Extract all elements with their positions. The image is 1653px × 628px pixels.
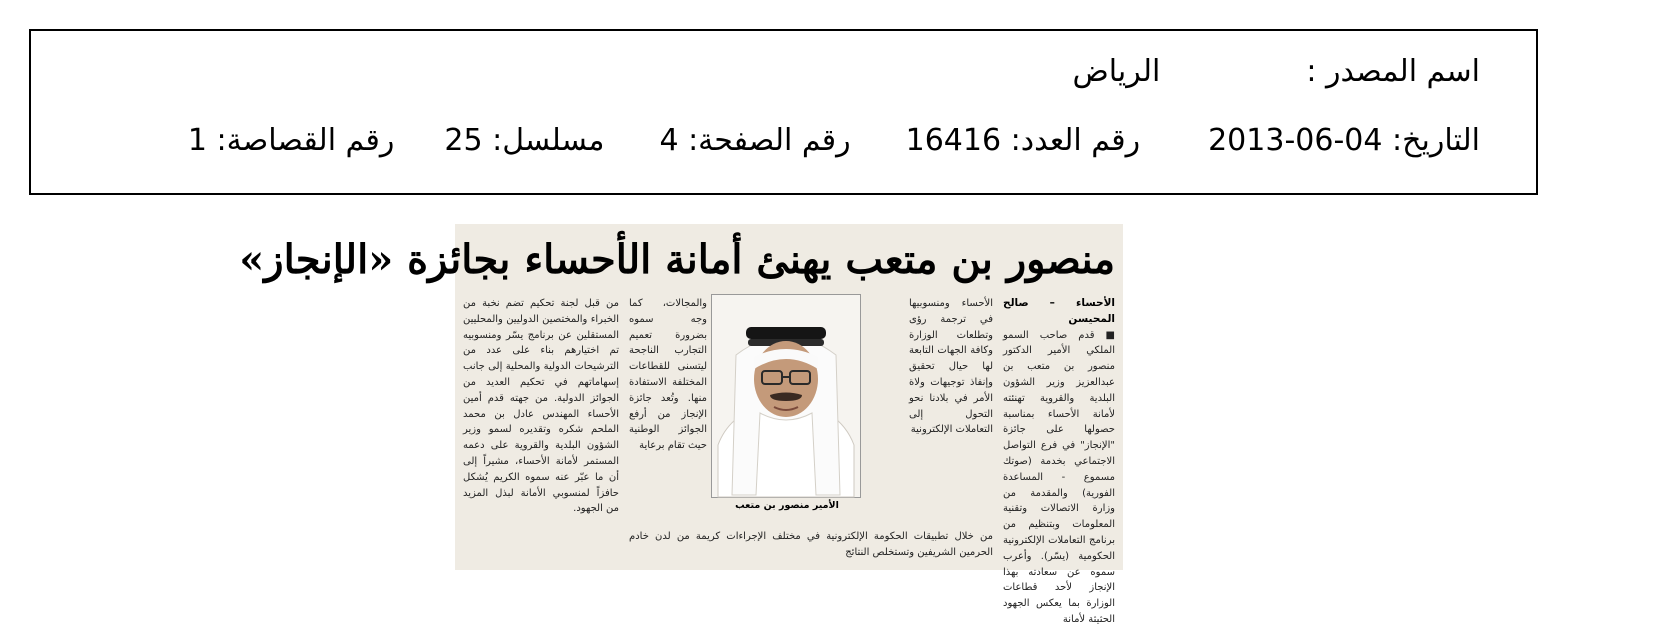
serial-field: مسلسل: 25 <box>444 122 605 158</box>
newspaper-clipping <box>239 224 1123 625</box>
photo-caption: الأمير منصور بن متعب <box>735 500 839 511</box>
article-column-4: والمجالات، كما وجه سموه بضرورة تعميم التجارب الناجحة ليتسنى للقطاعات المختلفة الاستفادة منها. وتُعد جائزة الإنجاز من أرفع الجوائز الوطنية حيث تقام برعاية <box>629 298 707 452</box>
article-column-1 <box>1003 296 1115 625</box>
document-metadata-box <box>29 29 1538 195</box>
article-column-2: الأحساء ومنسوبيها في ترجمة رؤى وتطلعات الوزارة وكافة الجهات التابعة لها حيال تحقيق وإنفاذ توجيهات ولاة الأمر في بلادنا نحو التحول إلى التعاملات الإلكترونية <box>909 298 993 436</box>
source-value: الرياض <box>1072 53 1161 89</box>
clip-number-field: رقم القصاصة: 1 <box>187 122 395 158</box>
source-label: اسم المصدر : <box>1306 53 1480 89</box>
issue-number-field: رقم العدد: 16416 <box>905 122 1141 158</box>
article-column-5: من قبل لجنة تحكيم تضم نخبة من الخبراء والمختصين الدوليين والمحليين المستقلين عن برنامج يسّر ومنسوبيه تم اختيارهم بناء على عدد من الترشيحات الدولية والمحلية إلى جانب إسهاماتهم في تحكيم العديد من الجوائز الدولية. من جهته قدم أمين الأحساء المهندس عادل بن محمد الملحم شكره وتقديره لسمو وزير الشؤون البلدية والقروية على دعمه المستمر لأمانة الأحساء، مشيراً إلى أن ما عبّر عنه سموه الكريم يُشكل حافزاً لمنسوبي الأمانة لبذل المزيد من الجهود. <box>463 298 619 515</box>
details-row <box>188 120 1480 160</box>
article-column-1-text: ■ قدم صاحب السمو الملكي الأمير الدكتور منصور بن متعب بن عبدالعزيز وزير الشؤون البلدية والقروية تهنئته لأمانة الأحساء بمناسبة حصولها على جائزة "الإنجاز" في فرع التواصل الاجتماعي بخدمة (صوتك مسموع - المساعدة الفورية) والمقدمة من وزارة الاتصالات وتقنية المعلومات وبتنظيم من برنامج التعاملات الإلكترونية الحكومية (يسّر). وأعرب سموه عن سعادته بهذا الإنجاز لأحد قطاعات الوزارة بما يعكس الجهود الحثيثة لأمانة <box>1003 329 1115 625</box>
portrait-photo <box>711 294 861 498</box>
page-number-field: رقم الصفحة: 4 <box>659 122 851 158</box>
article-headline: منصور بن متعب يهنئ أمانة الأحساء بجائزة «الإنجاز» <box>239 236 1115 283</box>
date-field: التاريخ: 04-06-2013 <box>1208 122 1480 158</box>
article-byline: الأحساء – صالح المحيسن <box>1003 297 1115 325</box>
source-row <box>1073 51 1480 91</box>
article-bottom-text: من خلال تطبيقات الحكومة الإلكترونية في مختلف الإجراءات كريمة من لدن خادم الحرمين الشريفين وتستخلص النتائج <box>629 531 993 558</box>
portrait-illustration <box>712 295 860 497</box>
